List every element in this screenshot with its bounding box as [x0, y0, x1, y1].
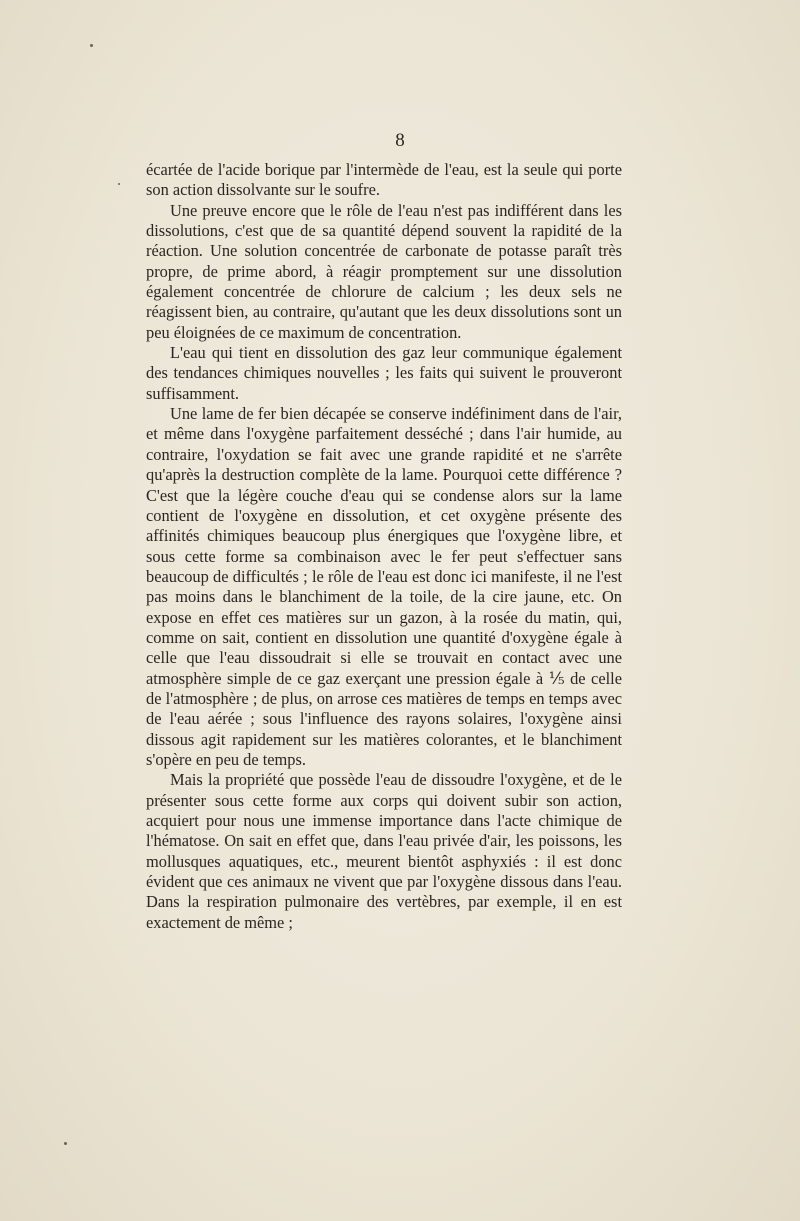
paragraph: L'eau qui tient en dissolution des gaz leur communique également des tendances chimiques nouvelles ; les faits qui suivent le prouveront suffisamment. [146, 343, 622, 403]
paragraph-continuation: écartée de l'acide borique par l'intermède de l'eau, est la seule qui porte son action dissolvante sur le soufre. [146, 160, 622, 200]
paper-speck [64, 1142, 67, 1145]
page-number: 8 [395, 130, 405, 151]
paper-speck [90, 44, 93, 47]
paragraph: Une lame de fer bien décapée se conserve indéfiniment dans de l'air, et même dans l'oxygène parfaitement desséché ; dans l'air humide, au contraire, l'oxydation se fait avec une grande rapidité et ne s'arrête qu'après la destruction complète de la lame. Pourquoi cette différence ? C'est que la légère couche d'eau qui se condense alors sur la lame contient de l'oxygène en dissolution, et cet oxygène présente des affinités chimiques beaucoup plus énergiques que l'oxygène libre, et sous cette forme sa combinaison avec le fer peut s'effectuer sans beaucoup de difficultés ; le rôle de l'eau est donc ici manifeste, il ne l'est pas moins dans le blanchiment de la toile, de la cire jaune, etc. On expose en effet ces matières sur un gazon, à la rosée du matin, qui, comme on sait, contient en dissolution une quantité d'oxygène égale à celle que l'eau dissoudrait si elle se trouvait en contact avec une atmosphère simple de ce gaz exerçant une pression égale à ⅕ de celle de l'atmosphère ; de plus, on arrose ces matières de temps en temps avec de l'eau aérée ; sous l'influence des rayons solaires, l'oxygène ainsi dissous agit rapidement sur les matières colorantes, et le blanchiment s'opère en peu de temps. [146, 404, 622, 769]
paragraph: Une preuve encore que le rôle de l'eau n'est pas indifférent dans les dissolutions, c'est que de sa quantité dépend souvent la rapidité de la réaction. Une solution concentrée de carbonate de potasse paraît très propre, de prime abord, à réagir promptement sur une dissolution également concentrée de chlorure de calcium ; les deux sels ne réagissent bien, au contraire, qu'autant que les deux dissolutions sont un peu éloignées de ce maximum de concentration. [146, 200, 622, 342]
paper-speck [118, 183, 120, 185]
paragraph: Mais la propriété que possède l'eau de dissoudre l'oxygène, et de le présenter sous cette forme aux corps qui doivent subir son action, acquiert pour nous une immense importance dans l'acte chimique de l'hématose. On sait en effet que, dans l'eau privée d'air, les poissons, les mollusques aquatiques, etc., meurent bientôt asphyxiés : il est donc évident que ces animaux ne vivent que par l'oxygène dissous dans l'eau. Dans la respiration pulmonaire des vertèbres, par exemple, il en est exactement de même ; [146, 770, 622, 932]
body-text [146, 160, 622, 933]
